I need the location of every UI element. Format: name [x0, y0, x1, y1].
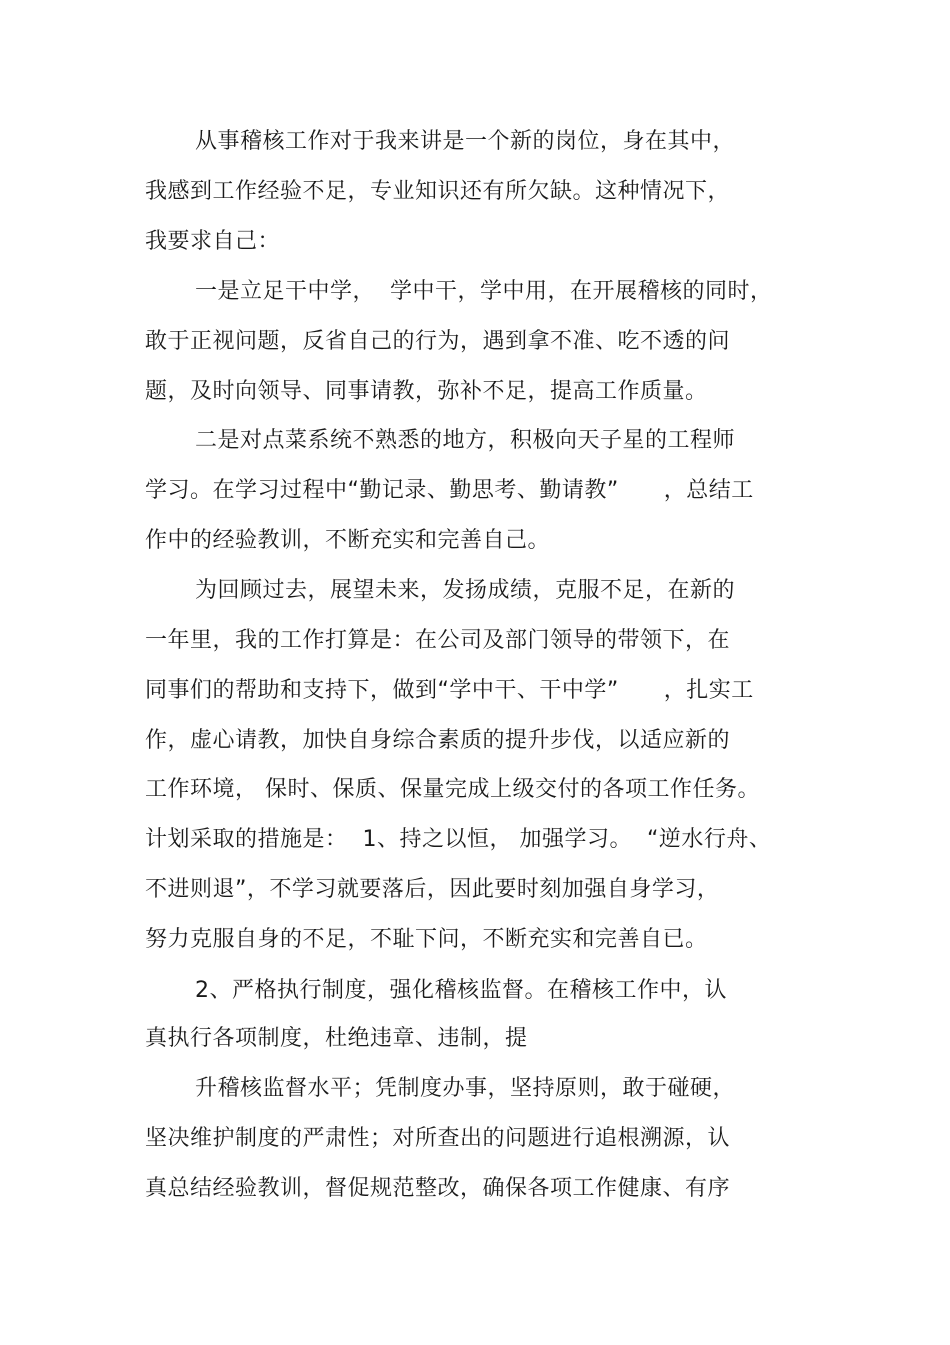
text-line: 从事稽核工作对于我来讲是一个新的岗位，身在其中， [195, 129, 736, 154]
text-line: 为回顾过去，展望未来，发扬成绩，克服不足，在新的 [195, 578, 736, 603]
text-line: 作，虚心请教，加快自身综合素质的提升步伐，以适应新的 [145, 728, 731, 753]
text-line: 二是对点菜系统不熟悉的地方，积极向天子星的工程师 [195, 428, 736, 453]
text-line: 努力克服自身的不足，不耻下问，不断充实和完善自已。 [145, 927, 708, 952]
text-line: 一年里，我的工作打算是：在公司及部门领导的带领下，在 [145, 628, 731, 653]
text-line: 作中的经验教训，不断充实和完善自己。 [145, 528, 551, 553]
text-line: 我要求自己： [145, 229, 281, 254]
text-line: 题，及时向领导、同事请教，弥补不足，提高工作质量。 [145, 379, 708, 404]
text-line: 真总结经验教训，督促规范整改，确保各项工作健康、有序 [145, 1176, 731, 1201]
text-line: 计划采取的措施是： 1、持之以恒， 加强学习。 “逆水行舟、 [145, 827, 772, 852]
text-line: 不进则退”，不学习就要落后，因此要时刻加强自身学习， [145, 877, 720, 902]
text-line: 2、严格执行制度，强化稽核监督。在稽核工作中，认 [195, 978, 727, 1003]
text-line: 我感到工作经验不足，专业知识还有所欠缺。这种情况下， [145, 179, 731, 204]
text-line: 学习。在学习过程中“勤记录、勤思考、勤请教” ，总结工 [145, 478, 754, 503]
text-line: 真执行各项制度，杜绝违章、违制，提 [145, 1026, 528, 1051]
text-line: 一是立足干中学， 学中干，学中用，在开展稽核的同时， [195, 279, 773, 304]
text-line: 同事们的帮助和支持下，做到“学中干、干中学” ，扎实工 [145, 678, 754, 703]
text-line: 工作环境， 保时、保质、保量完成上级交付的各项工作任务。 [145, 777, 760, 802]
text-line: 升稽核监督水平；凭制度办事，坚持原则，敢于碰硬， [195, 1076, 736, 1101]
text-line: 敢于正视问题，反省自己的行为，遇到拿不准、吃不透的问 [145, 329, 731, 354]
text-line: 坚决维护制度的严肃性；对所查出的问题进行追根溯源，认 [145, 1126, 731, 1151]
